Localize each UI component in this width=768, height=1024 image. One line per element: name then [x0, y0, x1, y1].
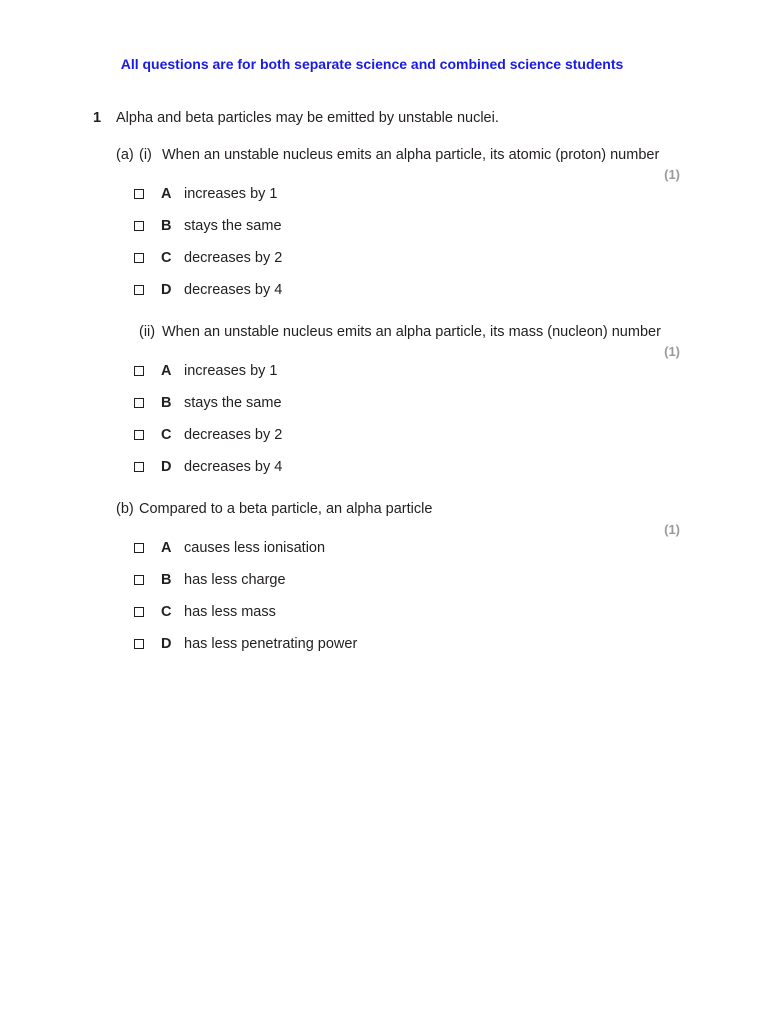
option-a-i-D[interactable]	[134, 280, 282, 300]
part-a-i-label: (i)	[139, 147, 152, 163]
option-b-D[interactable]	[134, 634, 357, 654]
checkbox[interactable]	[134, 366, 144, 376]
option-a-ii-C[interactable]	[134, 425, 282, 445]
option-letter: C	[161, 427, 172, 443]
option-letter: C	[161, 250, 172, 266]
question-stem: Alpha and beta particles may be emitted by unstable nuclei.	[116, 110, 499, 126]
option-b-C[interactable]	[134, 602, 276, 622]
part-a-label: (a)	[116, 147, 134, 163]
option-text: decreases by 4	[184, 459, 283, 475]
option-text: causes less ionisation	[184, 540, 326, 556]
option-b-A[interactable]	[134, 538, 325, 558]
option-letter: A	[161, 540, 172, 556]
checkbox[interactable]	[134, 398, 144, 408]
option-text: increases by 1	[184, 363, 278, 379]
checkbox[interactable]	[134, 253, 144, 263]
option-text: decreases by 2	[184, 250, 283, 266]
checkbox[interactable]	[134, 543, 144, 553]
checkbox[interactable]	[134, 462, 144, 472]
part-b-marks: (1)	[664, 522, 680, 537]
option-a-i-C[interactable]	[134, 248, 282, 268]
option-a-ii-A[interactable]	[134, 361, 278, 381]
instruction-banner: All questions are for both separate science and combined science students	[120, 56, 624, 72]
option-letter: D	[161, 282, 172, 298]
option-letter: D	[161, 459, 172, 475]
option-letter: B	[161, 395, 172, 411]
checkbox[interactable]	[134, 189, 144, 199]
option-text: decreases by 2	[184, 427, 283, 443]
option-letter: A	[161, 363, 172, 379]
checkbox[interactable]	[134, 285, 144, 295]
option-text: has less mass	[184, 604, 276, 620]
option-letter: D	[161, 636, 172, 652]
option-text: stays the same	[184, 395, 282, 411]
option-text: stays the same	[184, 218, 282, 234]
option-a-ii-B[interactable]	[134, 393, 282, 413]
part-a-ii-label: (ii)	[139, 324, 156, 340]
option-text: decreases by 4	[184, 282, 283, 298]
option-letter: A	[161, 186, 172, 202]
option-letter: B	[161, 572, 172, 588]
checkbox[interactable]	[134, 639, 144, 649]
part-a-ii-marks: (1)	[664, 344, 680, 359]
checkbox[interactable]	[134, 430, 144, 440]
option-a-ii-D[interactable]	[134, 457, 282, 477]
question-number: 1	[93, 110, 102, 126]
option-text: increases by 1	[184, 186, 278, 202]
option-letter: C	[161, 604, 172, 620]
checkbox[interactable]	[134, 221, 144, 231]
option-a-i-A[interactable]	[134, 184, 278, 204]
checkbox[interactable]	[134, 607, 144, 617]
option-text: has less penetrating power	[184, 636, 358, 652]
checkbox[interactable]	[134, 575, 144, 585]
part-b-question: Compared to a beta particle, an alpha particle	[139, 501, 433, 517]
part-b-label: (b)	[116, 501, 134, 517]
part-a-i-question: When an unstable nucleus emits an alpha particle, its atomic (proton) number	[162, 147, 660, 163]
part-a-i-marks: (1)	[664, 167, 680, 182]
option-b-B[interactable]	[134, 570, 286, 590]
part-a-ii-question: When an unstable nucleus emits an alpha particle, its mass (nucleon) number	[162, 324, 661, 340]
option-letter: B	[161, 218, 172, 234]
option-a-i-B[interactable]	[134, 216, 282, 236]
option-text: has less charge	[184, 572, 286, 588]
